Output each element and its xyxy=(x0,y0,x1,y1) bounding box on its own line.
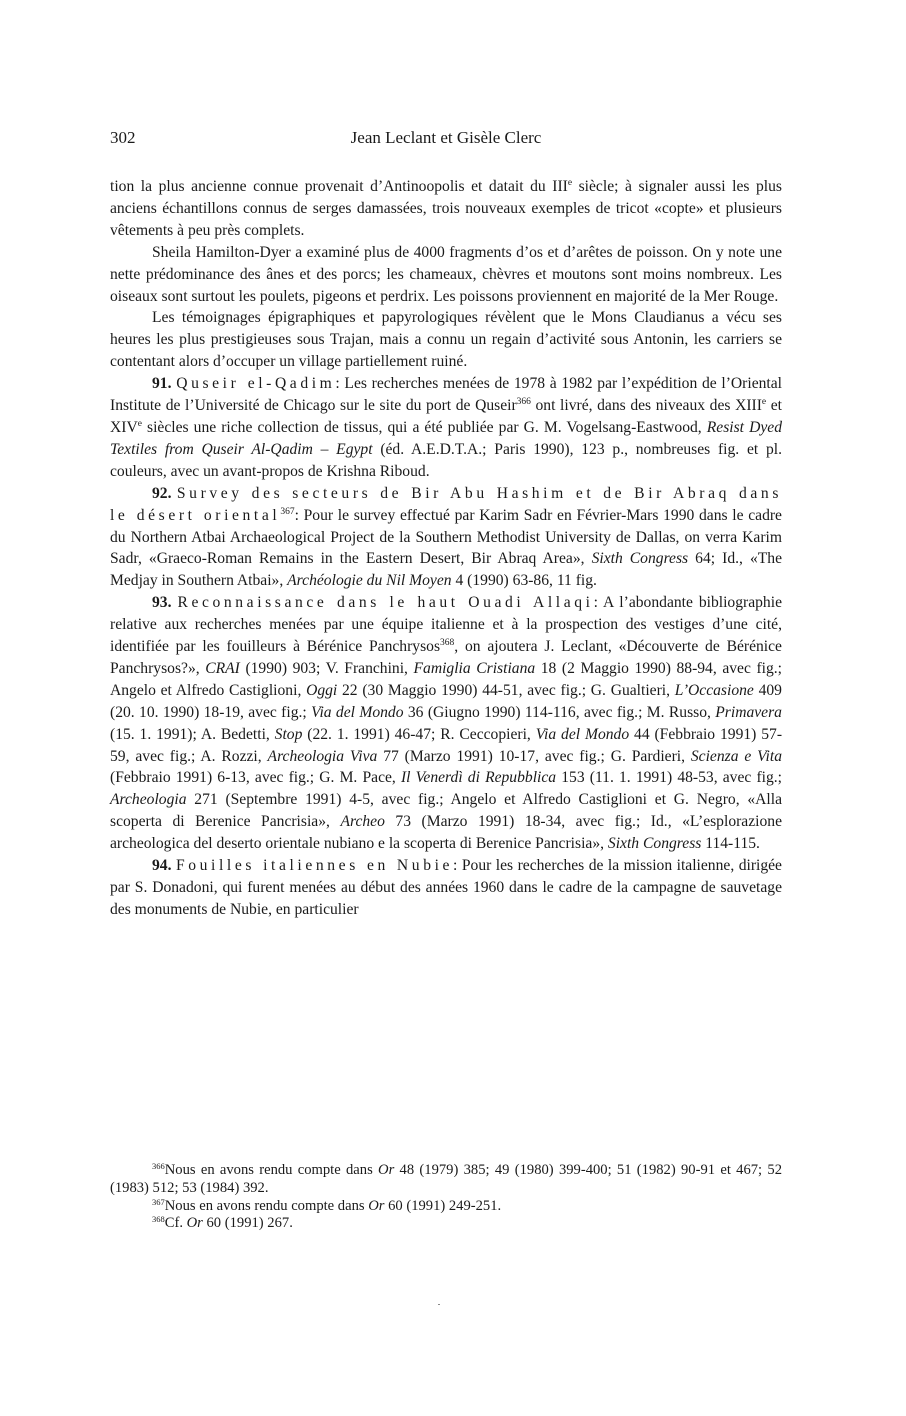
text-run: 77 (Marzo 1991) 10-17, avec fig.; G. Pardieri, xyxy=(377,747,691,765)
text-run: 114-115. xyxy=(701,835,760,853)
superscript: 366 xyxy=(516,397,531,408)
text-run: (15. 1. 1991); A. Bedetti, xyxy=(110,725,275,743)
italic-title: Sixth Congress xyxy=(591,550,689,568)
text-run: 36 (Giugno 1990) 114-116, avec fig.; M. Russo, xyxy=(403,703,716,721)
italic-title: Oggi xyxy=(306,681,338,699)
text-run: : A l’abondante bibliographie relative aux recherches menées par une équipe italienne et à la prospection des vestiges d’une cité, identifiée par les fouilleurs à Bérénice Panchrysos xyxy=(110,594,782,656)
paragraph-p3 xyxy=(110,307,782,373)
italic-title: Resist Dyed Textiles from Quseir Al-Qadim – Egypt xyxy=(110,418,782,458)
body-text xyxy=(110,176,782,921)
text-run: Nous en avons rendu compte dans xyxy=(164,1162,379,1178)
section-number: 93. xyxy=(152,594,172,612)
italic-title: Archeo xyxy=(340,813,385,831)
paragraph-p1 xyxy=(110,176,782,242)
superscript: e xyxy=(137,418,142,429)
italic-title: Archéologie du Nil Moyen xyxy=(287,572,452,590)
text-run: ont livré, dans des niveaux des XIII xyxy=(530,397,762,415)
text-run: 409 (20. 10. 1990) 18-19, avec fig.; xyxy=(110,681,782,721)
text-run: 73 (Marzo 1991) 18-34, avec fig.; Id., «L’esplorazione archeologica del deserto orientale nubiano e la scoperta di Berenice Pancrisia», xyxy=(110,813,782,853)
footnote-fn368 xyxy=(110,1215,782,1233)
text-run: Les témoignages épigraphiques et papyrologiques révèlent que le Mons Claudianus a vécu ses heures les plus prestigieuses sous Trajan, mais a connu un regain d’activité sous Antonin, les carriers se contentant alors d’occuper un village partiellement ruiné. xyxy=(110,309,782,371)
italic-title: Or xyxy=(186,1215,203,1232)
running-title: Jean Leclant et Gisèle Clerc xyxy=(350,128,542,147)
italic-title: Il Venerdì di Repubblica xyxy=(400,769,557,787)
paragraph-p91 xyxy=(110,373,782,483)
text-run: Cf. xyxy=(164,1215,187,1232)
italic-title: Scienza e Vita xyxy=(690,747,783,765)
text-run: 48 (1979) 385; 49 (1980) 399-400; 51 (1982) 90-91 et 467; 52 (1983) 512; 53 (1984) 392. xyxy=(110,1162,782,1196)
superscript: 368 xyxy=(152,1214,165,1225)
italic-title: Or xyxy=(368,1197,385,1214)
section-heading: Quseir el-Qadim xyxy=(176,375,336,393)
text-run: siècles une riche collection de tissus, qui a été publiée par G. M. Vogelsang-Eastwood, xyxy=(141,418,707,436)
text-run: : Les recherches menées de 1978 à 1982 par l’expédition de l’Oriental Institute de l’Université de Chicago sur le site du port de Quseir xyxy=(110,375,783,415)
page xyxy=(110,128,782,921)
footnote-fn366 xyxy=(110,1162,782,1198)
superscript: 367 xyxy=(280,506,295,517)
text-run: Sheila Hamilton-Dyer a examiné plus de 4000 fragments d’os et d’arêtes de poisson. On y note une nette prédominance des ânes et des porcs; les chameaux, chèvres et moutons sont moins nombreux. Les oiseaux sont surtout les poulets, pigeons et perdrix. Les poissons proviennent en majorité de la Mer Rouge. xyxy=(110,243,782,305)
italic-title: CRAI xyxy=(205,659,240,677)
text-run: 44 (Febbraio 1991) 57-59, avec fig.; A. Rozzi, xyxy=(110,725,783,765)
text-run: : Pour le survey effectué par Karim Sadr en Février-Mars 1990 dans le cadre du Northern Atbai Archaeological Project de la Southern Methodist University de Dallas, on verra Karim Sadr, «Graeco-Roman Remains in the Eastern Desert, Bir Abraq Area», xyxy=(110,506,782,568)
text-run: 22 (30 Maggio 1990) 44-51, avec fig.; G. Gualtieri, xyxy=(337,681,675,699)
footnote-fn367 xyxy=(110,1198,782,1216)
paragraph-p2 xyxy=(110,242,782,308)
italic-title: Or xyxy=(378,1162,395,1178)
section-number: 94. xyxy=(152,857,172,875)
superscript: 366 xyxy=(152,1161,165,1171)
superscript: e xyxy=(567,178,573,188)
text-run: 60 (1991) 249-251. xyxy=(384,1197,502,1214)
page-header xyxy=(110,128,782,154)
text-run: 271 (Septembre 1991) 4-5, avec fig.; Angelo et Alfredo Castiglioni et G. Negro, «Alla scoperta di Berenice Pancrisia», xyxy=(110,791,782,831)
italic-title: Sixth Congress xyxy=(607,835,702,853)
text-run: 18 (2 Maggio 1990) 88-94, avec fig.; Angelo et Alfredo Castiglioni, xyxy=(110,659,782,699)
page-mark xyxy=(438,1304,440,1305)
section-number: 92. xyxy=(152,484,172,502)
text-run: (Febbraio 1991) 6-13, avec fig.; G. M. Pace, xyxy=(110,769,401,787)
text-run: (éd. A.E.D.T.A.; Paris 1990), 123 p., nombreuses fig. et pl. couleurs, avec un avant-propos de Krishna Riboud. xyxy=(110,440,782,480)
text-run: siècle; à signaler aussi les plus anciens échantillons connus de serges damassées, trois nouveaux exemples de tricot «copte» et plusieurs vêtements à peu près complets. xyxy=(110,178,782,239)
italic-title: Via del Mondo xyxy=(311,703,404,721)
text-run: 60 (1991) 267. xyxy=(202,1215,293,1232)
footnotes xyxy=(110,1162,782,1233)
text-run: 153 (11. 1. 1991) 48-53, avec fig.; xyxy=(556,769,783,787)
section-heading: Reconnaissance dans le haut Ouadi Allaqi xyxy=(177,594,594,612)
superscript: 367 xyxy=(152,1196,165,1207)
text-run: : Pour les recherches de la mission italienne, dirigée par S. Donadoni, qui furent menées au début des années 1960 dans le cadre de la campagne de sauvetage des monuments de Nubie, en particulier xyxy=(110,857,782,918)
page-number: 302 xyxy=(110,128,136,147)
text-run: et XIV xyxy=(110,397,783,436)
text-run: , on ajoutera J. Leclant, «Découverte de Bérénice Panchrysos?», xyxy=(110,638,782,677)
text-run: (1990) 903; V. Franchini, xyxy=(239,659,414,677)
italic-title: Archeologia xyxy=(110,791,187,809)
paragraph-p93 xyxy=(110,592,782,855)
section-number: 91. xyxy=(152,375,172,393)
text-run: Nous en avons rendu compte dans xyxy=(164,1197,369,1214)
paragraph-p92 xyxy=(110,483,782,593)
italic-title: Archeologia Viva xyxy=(267,747,378,765)
text-run: 64; Id., «The Medjay in Southern Atbai», xyxy=(110,550,782,590)
italic-title: L’Occasione xyxy=(674,681,754,699)
superscript: e xyxy=(761,397,767,408)
superscript: 368 xyxy=(440,638,455,649)
italic-title: Stop xyxy=(274,725,303,743)
section-heading: Survey des secteurs de Bir Abu Hashim et de Bir Abraq dans le désert oriental xyxy=(110,484,782,524)
italic-title: Famiglia Cristiana xyxy=(413,659,536,677)
italic-title: Via del Mondo xyxy=(535,725,630,743)
section-heading: Fouilles italiennes en Nubie xyxy=(175,857,454,875)
italic-title: Primavera xyxy=(715,703,782,721)
paragraph-p94 xyxy=(110,855,782,921)
text-run: (22. 1. 1991) 46-47; R. Ceccopieri, xyxy=(302,725,536,743)
text-run: tion la plus ancienne connue provenait d’Antinoopolis et datait du III xyxy=(110,178,568,195)
text-run: 4 (1990) 63-86, 11 fig. xyxy=(451,572,597,590)
